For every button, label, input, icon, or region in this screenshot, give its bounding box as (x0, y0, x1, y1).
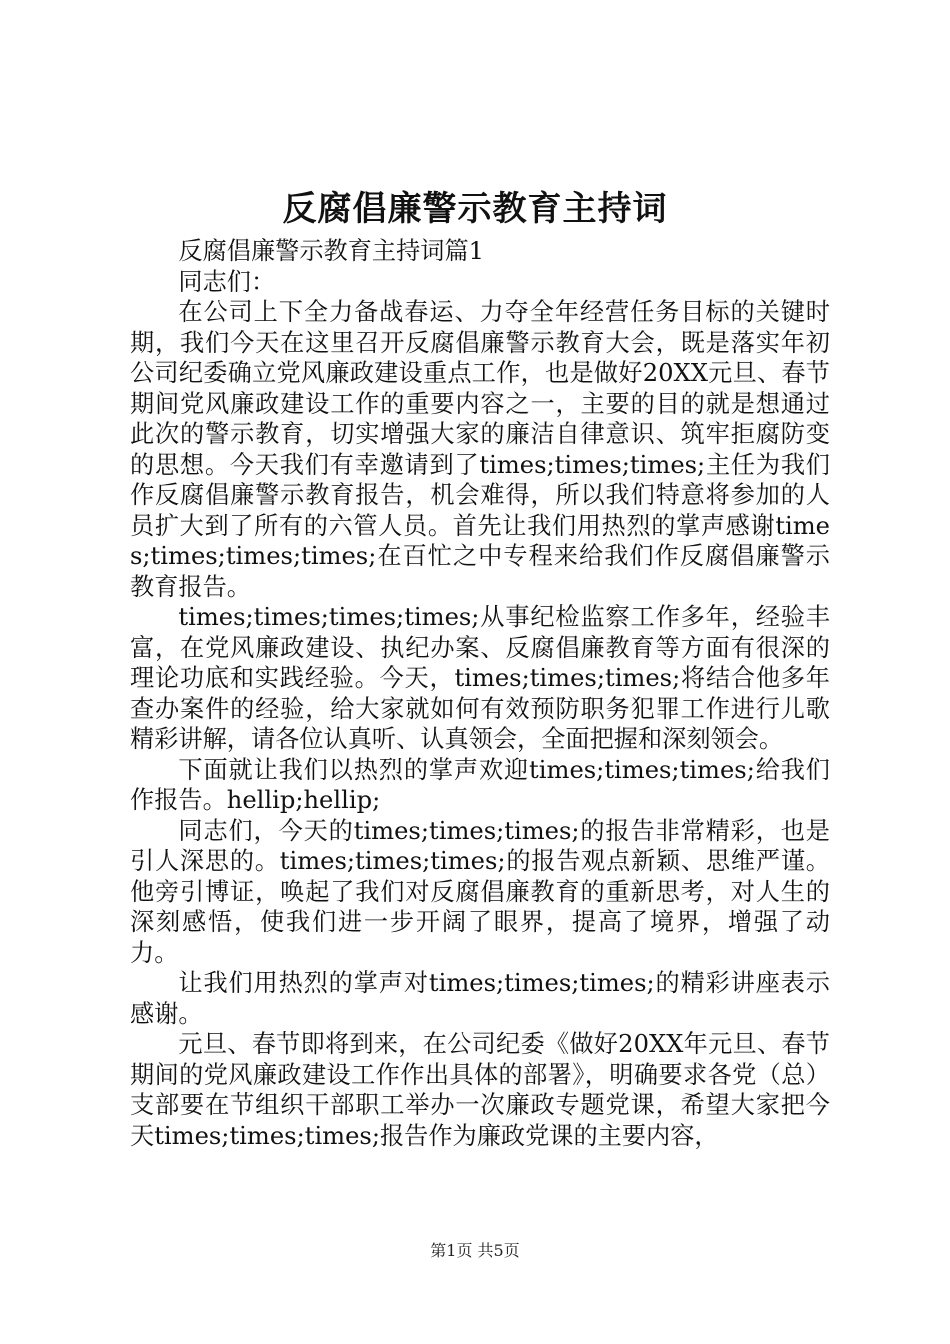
paragraph: 在公司上下全力备战春运、力夺全年经营任务目标的关键时期，我们今天在这里召开反腐倡廉警示教育大会，既是落实年初公司纪委确立党风廉政建设重点工作，也是做好20XX元旦、春节期间党风廉政建设工作的重要内容之一，主要的目的就是想通过此次的警示教育，切实增强大家的廉洁自律意识、筑牢拒腐防变的思想。今天我们有幸邀请到了times;times;times;主任为我们作反腐倡廉警示教育报告，机会难得，所以我们特意将参加的人员扩大到了所有的六管人员。首先让我们用热烈的掌声感谢times;times;times;times;在百忙之中专程来给我们作反腐倡廉警示教育报告。 (130, 298, 830, 601)
paragraph-salutation: 同志们： (178, 267, 276, 296)
paragraph: 元旦、春节即将到来，在公司纪委《做好20XX年元旦、春节期间的党风廉政建设工作作出具体的部署》，明确要求各党（总）支部要在节组织干部职工举办一次廉政专题党课，希望大家把今天times;times;times;报告作为廉政党课的主要内容， (130, 1030, 830, 1150)
page-footer: 第1页 共5页 (430, 1241, 520, 1260)
paragraph: times;times;times;times;从事纪检监察工作多年，经验丰富，在党风廉政建设、执纪办案、反腐倡廉教育等方面有很深的理论功底和实践经验。今天，times;times;times;将结合他多年查办案件的经验，给大家就如何有效预防职务犯罪工作进行儿歌精彩讲解，请各位认真听、认真领会，全面把握和深刻领会。 (130, 603, 830, 753)
paragraph: 同志们，今天的times;times;times;的报告非常精彩，也是引人深思的。times;times;times;的报告观点新颖、思维严谨。他旁引博证，唤起了我们对反腐倡廉教育的重新思考，对人生的深刻感悟，使我们进一步开阔了眼界，提高了境界，增强了动力。 (130, 816, 830, 967)
document-title: 反腐倡廉警示教育主持词 (282, 189, 668, 229)
document-body (130, 236, 830, 1151)
paragraph: 让我们用热烈的掌声对times;times;times;的精彩讲座表示感谢。 (130, 969, 830, 1028)
paragraph: 下面就让我们以热烈的掌声欢迎times;times;times;给我们作报告。hellip;hellip; (130, 755, 830, 814)
paragraph-subtitle: 反腐倡廉警示教育主持词篇1 (178, 237, 485, 265)
